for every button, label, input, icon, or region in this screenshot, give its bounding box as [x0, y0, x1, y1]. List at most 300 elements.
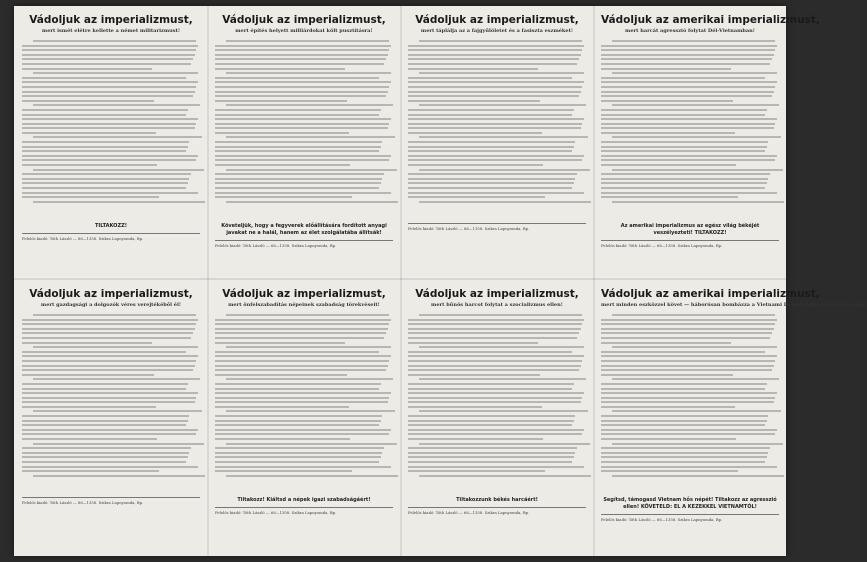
body-text-line	[215, 182, 381, 184]
body-text-line	[601, 406, 735, 408]
body-text-line	[215, 392, 391, 394]
body-text-line	[215, 397, 389, 399]
body-text-line	[215, 355, 391, 357]
body-text-line	[408, 187, 572, 189]
body-text-line	[601, 118, 777, 120]
panel-rule	[215, 507, 393, 508]
body-text-line	[22, 383, 188, 385]
body-text-line	[215, 86, 389, 88]
leaflet-panel	[601, 288, 867, 546]
body-text-line	[601, 127, 774, 129]
body-text-line	[215, 415, 382, 417]
panel-slogan: TILTAKOZZ!	[95, 223, 127, 229]
body-text-line	[601, 182, 767, 184]
panel-slogan: Tiltakozz! Kiáltsd a népek igazi szabadságáért!	[237, 497, 371, 503]
body-text-line	[408, 141, 575, 143]
body-text-line	[215, 123, 389, 125]
panel-footer: Felelős kiadó: Tóth László — 66—1358. Szikra Lapnyomda, Bp.	[601, 517, 723, 522]
panel-footer: Felelős kiadó: Tóth László — 66—1358. Szikra Lapnyomda, Bp.	[408, 226, 530, 231]
body-text-line	[215, 159, 389, 161]
body-text-line	[215, 342, 345, 344]
body-text-line	[408, 173, 577, 175]
body-text-line	[408, 420, 574, 422]
body-text-line	[33, 104, 200, 106]
body-text-line	[22, 141, 189, 143]
body-text-line	[22, 100, 154, 102]
body-text-line	[22, 470, 159, 472]
body-text-line	[408, 388, 572, 390]
body-text-line	[408, 91, 581, 93]
body-text-line	[226, 346, 392, 348]
panel-body-text	[601, 40, 779, 220]
body-text-line	[22, 323, 196, 325]
body-text-line	[408, 95, 579, 97]
body-text-line	[215, 420, 381, 422]
body-text-line	[22, 109, 188, 111]
body-text-line	[408, 319, 584, 321]
body-text-line	[601, 45, 777, 47]
panel-slogan: Követeljük, hogy a fegyverek előállítására fordított anyagi javakat ne a halál, hanem az élet szolgálatába állítsák!	[221, 223, 387, 236]
body-text-line	[33, 346, 199, 348]
body-text-line	[601, 355, 777, 357]
body-text-line	[601, 328, 774, 330]
body-text-line	[215, 63, 384, 65]
body-text-line	[33, 378, 200, 380]
body-text-line	[22, 95, 193, 97]
body-text-line	[408, 323, 582, 325]
body-text-line	[22, 86, 196, 88]
body-text-line	[408, 355, 584, 357]
panel-body-text	[408, 314, 586, 494]
panel-rule	[408, 507, 586, 508]
body-text-line	[408, 374, 540, 376]
panel-body-text	[601, 314, 779, 494]
body-text-line	[408, 447, 577, 449]
body-text-line	[601, 178, 768, 180]
body-text-line	[419, 72, 585, 74]
body-text-line	[22, 159, 196, 161]
body-text-line	[419, 314, 583, 316]
body-text-line	[22, 146, 188, 148]
panel-rule	[601, 240, 779, 241]
body-text-line	[408, 456, 574, 458]
panel-subtitle: mert táplálja az a fajgyűlöletet és a fasiszta eszméket!	[420, 28, 574, 34]
panel-footer: Felelős kiadó: Tóth László — 66—1358. Szikra Lapnyomda, Bp.	[408, 510, 530, 515]
body-text-line	[22, 388, 186, 390]
body-text-line	[408, 342, 538, 344]
body-text-line	[215, 68, 345, 70]
body-text-line	[22, 45, 198, 47]
body-text-line	[22, 415, 189, 417]
body-text-line	[612, 104, 779, 106]
panel-body-text	[22, 314, 200, 494]
body-text-line	[408, 155, 584, 157]
body-text-line	[22, 438, 157, 440]
body-text-line	[226, 314, 390, 316]
body-text-line	[408, 424, 572, 426]
body-text-line	[215, 77, 379, 79]
body-text-line	[601, 95, 772, 97]
body-text-line	[33, 410, 202, 412]
body-text-line	[408, 397, 582, 399]
body-text-line	[22, 127, 195, 129]
body-text-line	[215, 447, 384, 449]
body-text-line	[215, 374, 347, 376]
body-text-line	[408, 328, 581, 330]
body-text-line	[601, 192, 777, 194]
body-text-line	[215, 429, 391, 431]
body-text-line	[215, 155, 391, 157]
body-text-line	[601, 187, 765, 189]
body-text-line	[226, 410, 395, 412]
panel-rule	[22, 497, 200, 498]
body-text-line	[601, 164, 736, 166]
body-text-line	[215, 178, 382, 180]
body-text-line	[215, 95, 386, 97]
body-text-line	[226, 104, 393, 106]
body-text-line	[419, 104, 586, 106]
body-text-line	[601, 155, 777, 157]
panel-subtitle: mert harcát agresszió folytat Dél-Vietnamban!	[625, 28, 755, 34]
body-text-line	[408, 369, 579, 371]
body-text-line	[215, 114, 379, 116]
body-text-line	[408, 365, 581, 367]
body-text-line	[215, 118, 391, 120]
body-text-line	[22, 319, 198, 321]
body-text-line	[22, 182, 188, 184]
panel-title: Vádoljuk az imperializmust,	[29, 14, 193, 26]
body-text-line	[601, 159, 775, 161]
body-text-line	[601, 374, 733, 376]
body-text-line	[408, 178, 575, 180]
body-text-line	[22, 365, 195, 367]
body-text-line	[22, 369, 193, 371]
body-text-line	[226, 378, 393, 380]
body-text-line	[408, 81, 584, 83]
leaflet-panel	[215, 14, 393, 272]
body-text-line	[408, 470, 545, 472]
body-text-line	[408, 100, 540, 102]
panel-rule	[22, 233, 200, 234]
body-text-line	[408, 118, 584, 120]
body-text-line	[215, 319, 391, 321]
body-text-line	[215, 127, 388, 129]
body-text-line	[22, 63, 191, 65]
body-text-line	[408, 461, 572, 463]
panel-subtitle: mert bűnös harcot folytat a szocializmus ellen!	[431, 302, 563, 308]
body-text-line	[22, 342, 152, 344]
body-text-line	[601, 452, 768, 454]
body-text-line	[22, 424, 186, 426]
body-text-line	[408, 49, 582, 51]
body-text-line	[601, 351, 765, 353]
body-text-line	[408, 150, 572, 152]
body-text-line	[33, 72, 199, 74]
body-text-line	[601, 150, 765, 152]
body-text-line	[22, 429, 198, 431]
body-text-line	[408, 109, 574, 111]
body-text-line	[215, 406, 349, 408]
body-text-line	[215, 401, 388, 403]
body-text-line	[601, 461, 765, 463]
panel-title: Vádoljuk az amerikai imperializmust,	[601, 288, 820, 300]
body-text-line	[215, 433, 389, 435]
panel-subtitle: mert ismét elétre kellette a német militarizmust!	[41, 28, 181, 34]
panel-title: Vádoljuk az imperializmust,	[415, 14, 579, 26]
body-text-line	[22, 466, 198, 468]
body-text-line	[215, 424, 379, 426]
body-text-line	[22, 456, 188, 458]
body-text-line	[601, 470, 738, 472]
fold-line	[400, 6, 402, 556]
panel-body-text	[215, 314, 393, 494]
panel-footer: Felelős kiadó: Tóth László — 66—1358. Szikra Lapnyomda, Bp.	[215, 510, 337, 515]
body-text-line	[408, 415, 575, 417]
body-text-line	[601, 392, 777, 394]
body-text-line	[612, 410, 781, 412]
body-text-line	[408, 360, 582, 362]
body-text-line	[408, 452, 575, 454]
body-text-line	[601, 319, 777, 321]
body-text-line	[215, 456, 381, 458]
body-text-line	[33, 314, 197, 316]
body-text-line	[215, 91, 388, 93]
body-text-line	[215, 337, 384, 339]
body-text-line	[612, 443, 783, 445]
body-text-line	[408, 433, 582, 435]
body-text-line	[601, 196, 738, 198]
body-text-line	[215, 187, 379, 189]
body-text-line	[408, 337, 577, 339]
body-text-line	[612, 136, 781, 138]
body-text-line	[22, 68, 152, 70]
body-text-line	[226, 40, 390, 42]
body-text-line	[22, 132, 156, 134]
body-text-line	[601, 401, 774, 403]
body-text-line	[22, 360, 196, 362]
leaflet-panel	[215, 288, 393, 546]
panel-body-text	[215, 40, 393, 220]
body-text-line	[226, 475, 399, 477]
body-text-line	[22, 192, 198, 194]
leaflet-sheet	[14, 6, 867, 556]
body-text-line	[22, 392, 198, 394]
body-text-line	[601, 424, 765, 426]
body-text-line	[601, 360, 775, 362]
body-text-line	[408, 63, 577, 65]
body-text-line	[22, 374, 154, 376]
panel-footer: Felelős kiadó: Tóth László — 66—1358. Szikra Lapnyomda, Bp.	[22, 500, 144, 505]
body-text-line	[408, 383, 574, 385]
body-text-line	[408, 196, 545, 198]
body-text-line	[33, 136, 202, 138]
body-text-line	[22, 406, 156, 408]
body-text-line	[215, 383, 381, 385]
body-text-line	[22, 420, 188, 422]
body-text-line	[601, 383, 767, 385]
body-text-line	[226, 201, 399, 203]
body-text-line	[419, 169, 590, 171]
body-text-line	[22, 58, 193, 60]
body-text-line	[22, 332, 193, 334]
fold-line	[593, 6, 595, 556]
body-text-line	[215, 109, 381, 111]
body-text-line	[408, 68, 538, 70]
panel-subtitle: mert gazdagsági a dolgozók véres verejtékéből él!	[40, 302, 182, 308]
body-text-line	[22, 91, 195, 93]
panel-subtitle: mert minden eszközzel követ — háborúsan bombázza a Vietnami Demokratikus Köztársaságot!	[601, 302, 867, 308]
body-text-line	[215, 173, 384, 175]
body-text-line	[408, 332, 579, 334]
body-text-line	[22, 447, 191, 449]
body-text-line	[408, 123, 582, 125]
body-text-line	[601, 173, 770, 175]
body-text-line	[215, 461, 379, 463]
body-text-line	[22, 196, 159, 198]
body-text-line	[601, 466, 777, 468]
body-text-line	[408, 164, 543, 166]
body-text-line	[215, 438, 350, 440]
body-text-line	[215, 54, 388, 56]
body-text-line	[215, 323, 389, 325]
body-text-line	[612, 169, 783, 171]
body-text-line	[601, 420, 767, 422]
body-text-line	[601, 68, 731, 70]
body-text-line	[22, 328, 195, 330]
panel-rule	[601, 514, 779, 515]
body-text-line	[408, 132, 542, 134]
body-text-line	[22, 155, 198, 157]
body-text-line	[215, 332, 386, 334]
leaflet-panel	[22, 14, 200, 272]
body-text-line	[601, 438, 736, 440]
body-text-line	[601, 369, 772, 371]
body-text-line	[215, 328, 388, 330]
body-text-line	[408, 406, 542, 408]
body-text-line	[408, 351, 572, 353]
body-text-line	[419, 475, 592, 477]
body-text-line	[226, 136, 395, 138]
body-text-line	[215, 196, 352, 198]
body-text-line	[22, 187, 186, 189]
panel-body-text	[22, 40, 200, 220]
fold-line	[207, 6, 209, 556]
body-text-line	[601, 91, 774, 93]
body-text-line	[612, 201, 785, 203]
panel-rule	[215, 240, 393, 241]
body-text-line	[601, 146, 767, 148]
body-text-line	[226, 72, 392, 74]
panel-title: Vádoljuk az amerikai imperializmust,	[601, 14, 820, 26]
panel-title: Vádoljuk az imperializmust,	[415, 288, 579, 300]
body-text-line	[601, 58, 772, 60]
body-text-line	[601, 132, 735, 134]
body-text-line	[33, 201, 206, 203]
body-text-line	[215, 388, 379, 390]
body-text-line	[22, 77, 186, 79]
body-text-line	[408, 146, 574, 148]
body-text-line	[215, 58, 386, 60]
body-text-line	[22, 433, 196, 435]
body-text-line	[408, 77, 572, 79]
leaflet-panel	[408, 288, 586, 546]
body-text-line	[408, 54, 581, 56]
body-text-line	[408, 429, 584, 431]
body-text-line	[601, 388, 765, 390]
body-text-line	[612, 314, 776, 316]
body-text-line	[22, 337, 191, 339]
body-text-line	[22, 173, 191, 175]
body-text-line	[612, 475, 785, 477]
panel-title: Vádoljuk az imperializmust,	[222, 288, 386, 300]
body-text-line	[408, 401, 581, 403]
body-text-line	[22, 461, 186, 463]
leaflet-panel	[408, 14, 586, 272]
body-text-line	[419, 40, 583, 42]
body-text-line	[22, 164, 157, 166]
body-text-line	[408, 466, 584, 468]
body-text-line	[601, 456, 767, 458]
body-text-line	[33, 169, 204, 171]
body-text-line	[601, 123, 775, 125]
body-text-line	[419, 378, 586, 380]
body-text-line	[408, 127, 581, 129]
leaflet-panel	[22, 288, 200, 546]
body-text-line	[215, 351, 379, 353]
body-text-line	[601, 447, 770, 449]
body-text-line	[215, 452, 382, 454]
body-text-line	[215, 141, 382, 143]
body-text-line	[419, 346, 585, 348]
body-text-line	[22, 54, 195, 56]
body-text-line	[22, 118, 198, 120]
body-text-line	[601, 332, 772, 334]
body-text-line	[601, 337, 770, 339]
body-text-line	[612, 40, 776, 42]
body-text-line	[601, 323, 775, 325]
body-text-line	[601, 397, 775, 399]
body-text-line	[22, 114, 186, 116]
body-text-line	[601, 415, 768, 417]
body-text-line	[215, 150, 379, 152]
body-text-line	[601, 114, 765, 116]
panel-footer: Felelős kiadó: Tóth László — 66—1358. Szikra Lapnyomda, Bp.	[215, 243, 337, 248]
body-text-line	[215, 49, 389, 51]
body-text-line	[215, 466, 391, 468]
panel-rule	[408, 223, 586, 224]
panel-slogan: Tiltakozzunk békés harcáért!	[456, 497, 538, 503]
body-text-line	[215, 470, 352, 472]
body-text-line	[601, 342, 731, 344]
body-text-line	[22, 178, 189, 180]
body-text-line	[215, 164, 350, 166]
body-text-line	[226, 443, 397, 445]
body-text-line	[601, 141, 768, 143]
body-text-line	[601, 365, 774, 367]
body-text-line	[215, 365, 388, 367]
body-text-line	[215, 132, 349, 134]
body-text-line	[419, 443, 590, 445]
body-text-line	[408, 159, 582, 161]
body-text-line	[33, 40, 197, 42]
body-text-line	[215, 192, 391, 194]
panel-slogan: Segítsd, támogasd Vietnam hős népét! Tiltakozz az agresszió ellen! KÖVETELD: EL A KEZEKKEL VIETNAMTÓL!	[603, 497, 777, 510]
body-text-line	[408, 192, 584, 194]
body-text-line	[408, 392, 584, 394]
fold-line	[14, 278, 786, 280]
panel-footer: Felelős kiadó: Tóth László — 66—1358. Szikra Lapnyomda, Bp.	[601, 243, 723, 248]
body-text-line	[601, 429, 777, 431]
